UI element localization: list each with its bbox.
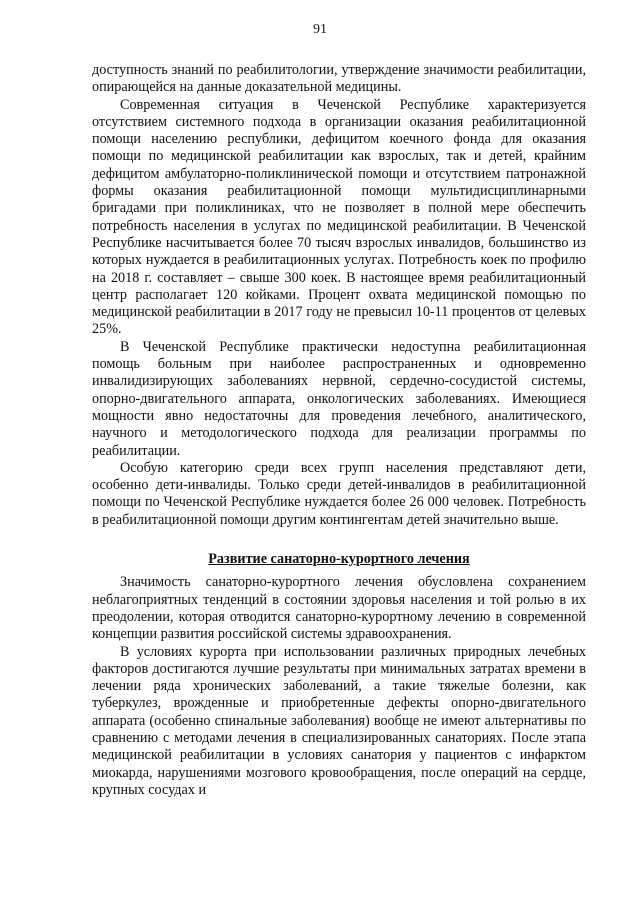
paragraph: В Чеченской Республике практически недоступна реабилитационная помощь больным при наиболее распространенных и одновременно инвалидизирующих заболеваниях нервной, сердечно-сосудистой системы, опорно-двигательного аппарата, онкологических заболеваниях. Имеющиеся мощности явно недостаточны для проведения лечебного, аналитического, научного и методологического подхода для реализации программы по реабилитации.	[92, 338, 586, 459]
page-content	[92, 62, 586, 799]
section-heading: Развитие санаторно-курортного лечения	[208, 551, 470, 568]
paragraph: доступность знаний по реабилитологии, утверждение значимости реабилитации, опирающейся на данные доказательной медицины.	[92, 62, 586, 96]
paragraph: Современная ситуация в Чеченской Республике характеризуется отсутствием системного подхода в организации оказания реабилитационной помощи населению республики, дефицитом коечного фонда для оказания помощи по медицинской реабилитации как взрослых, так и детей, крайним дефицитом амбулаторно-поликлинической помощи и отсутствием патронажной формы оказания реабилитационной помощи мультидисциплинарными бригадами при поликлиниках, что не позволяет в полной мере обеспечить потребность населения в услугах по медицинской реабилитации. В Чеченской Республике насчитывается более 70 тысяч взрослых инвалидов, большинство из которых нуждается в реабилитационных услугах. Потребность коек по профилю на 2018 г. составляет – свыше 300 коек. В настоящее время реабилитационный центр располагает 120 койками. Процент охвата медицинской помощью по медицинской реабилитации в 2017 году не превысил 10-11 процентов от целевых 25%.	[92, 96, 586, 338]
paragraph: Значимость санаторно-курортного лечения обусловлена сохранением неблагоприятных тенденций в состоянии здоровья населения и той ролью в их преодолении, которая отводится санаторно-курортному лечению в современной концепции развития российской системы здравоохранения.	[92, 574, 586, 643]
page-number: 91	[313, 22, 327, 37]
paragraph: Особую категорию среди всех групп населения представляют дети, особенно дети-инвалиды. Только среди детей-инвалидов в реабилитационной помощи по Чеченской Республике нуждается более 26 000 человек. Потребность в реабилитационной помощи другим контингентам детей значительно выше.	[92, 459, 586, 528]
paragraph: В условиях курорта при использовании различных природных лечебных факторов достигаются лучшие результаты при минимальных затратах времени в лечении ряда хронических заболеваний, а такие тяжелые болезни, как туберкулез, врожденные и приобретенные дефекты опорно-двигательного аппарата (особенно спинальные заболевания) вообще не имеют альтернативы по сравнению с методами лечения в специализированных санаториях. После этапа медицинской реабилитации в условиях санатория у пациентов с инфарктом миокарда, нарушениями мозгового кровообращения, после операций на сердце, крупных сосудах и	[92, 643, 586, 798]
